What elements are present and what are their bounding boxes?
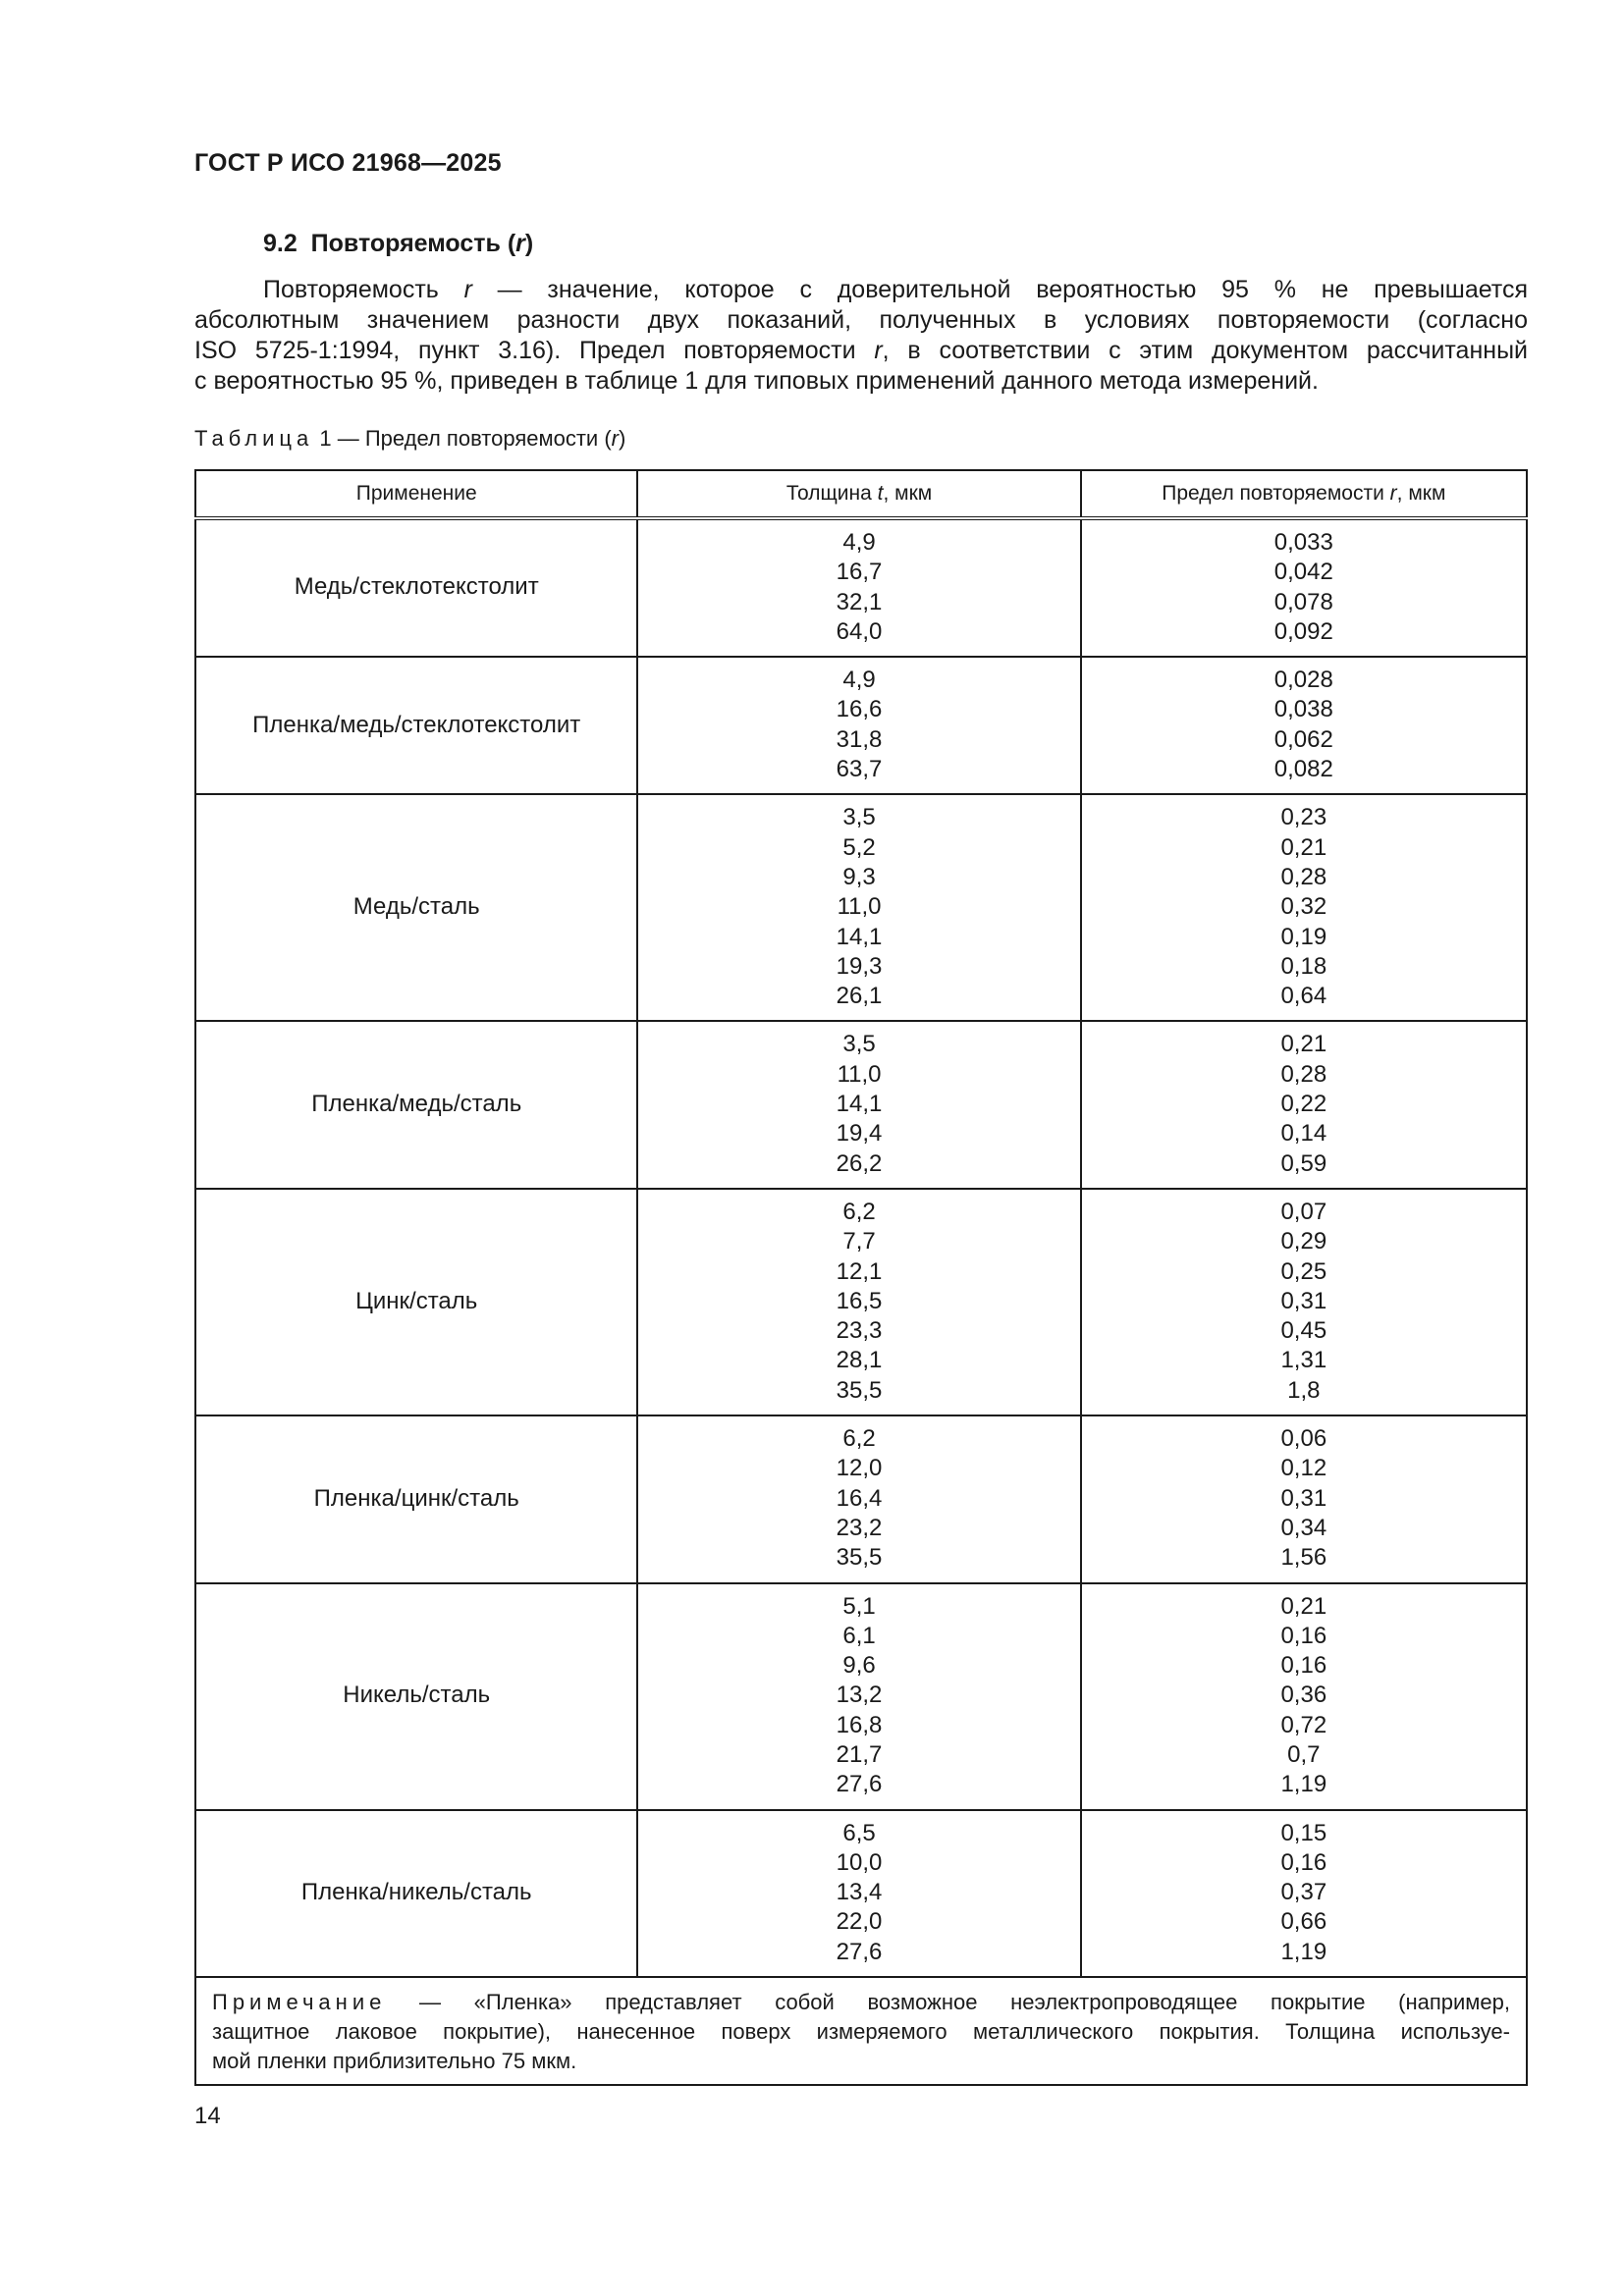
table-caption: [194, 426, 625, 452]
application-cell: Медь/стеклотекстолит: [195, 518, 637, 657]
limit-value: 0,16: [1280, 1848, 1327, 1876]
limit-value: 0,29: [1280, 1228, 1327, 1255]
paragraph-text: ISO 5725-1:1994, пункт 3.16). Предел повторяемости: [194, 337, 875, 364]
thickness-value: 6,1: [842, 1622, 876, 1649]
note-line-3: мой пленки приблизительно 75 мкм.: [212, 2049, 577, 2074]
thickness-cell: [637, 794, 1080, 1021]
limit-value: 0,14: [1280, 1120, 1327, 1148]
thickness-value: 16,5: [836, 1287, 883, 1314]
limit-value: 0,042: [1273, 559, 1333, 586]
thickness-value: 11,0: [837, 893, 882, 921]
section-title-text: Повторяемость: [310, 230, 501, 257]
limit-value: 0,31: [1280, 1287, 1327, 1314]
table-header-row: [195, 470, 1527, 518]
thickness-value: 35,5: [836, 1376, 883, 1404]
thickness-cell: [637, 1415, 1080, 1582]
table-row: [195, 1189, 1527, 1415]
limit-cell: [1081, 518, 1527, 657]
document-header: ГОСТ Р ИСО 21968—2025: [194, 149, 502, 177]
thickness-value: 11,0: [837, 1060, 882, 1088]
thickness-value: 22,0: [836, 1908, 883, 1936]
table-caption-close: ): [618, 426, 626, 451]
table-row: [195, 1021, 1527, 1188]
limit-value: 0,59: [1280, 1149, 1327, 1177]
thickness-cell: [637, 1189, 1080, 1415]
thickness-value: 23,2: [836, 1514, 883, 1541]
application-cell: Пленка/медь/сталь: [195, 1021, 637, 1188]
table-row: [195, 1810, 1527, 1977]
symbol-r: r: [874, 337, 883, 364]
thickness-value: 26,1: [836, 983, 883, 1010]
header-unit: , мкм: [1396, 482, 1446, 505]
application-cell: Пленка/никель/сталь: [195, 1810, 637, 1977]
limit-value: 0,32: [1280, 893, 1327, 921]
application-cell: Пленка/медь/стеклотекстолит: [195, 657, 637, 794]
thickness-value: 13,2: [836, 1682, 883, 1709]
limit-value: 0,22: [1280, 1091, 1327, 1118]
table-caption-label: Таблица: [194, 426, 314, 451]
thickness-value: 3,5: [842, 804, 876, 831]
limit-value: 0,028: [1273, 667, 1333, 694]
paragraph-text: , в соответствии с этим документом рассчитанный: [882, 337, 1529, 364]
limit-value: 0,37: [1280, 1879, 1327, 1906]
application-cell: Пленка/цинк/сталь: [195, 1415, 637, 1582]
limit-value: 0,28: [1280, 863, 1327, 890]
thickness-value: 9,6: [842, 1652, 876, 1680]
limit-value: 0,12: [1280, 1455, 1327, 1482]
thickness-cell: [637, 1583, 1080, 1810]
header-unit: , мкм: [883, 482, 933, 505]
thickness-value: 4,9: [842, 529, 876, 556]
repeatability-table: [194, 469, 1528, 2086]
thickness-value: 4,9: [842, 667, 876, 694]
thickness-value: 12,0: [836, 1455, 883, 1482]
table-row: [195, 657, 1527, 794]
header-text: Предел повторяемости: [1162, 482, 1390, 505]
table-note-row: [195, 1977, 1527, 2085]
limit-value: 0,21: [1280, 1592, 1327, 1620]
limit-value: 1,19: [1280, 1938, 1327, 1965]
limit-value: 0,06: [1280, 1425, 1327, 1453]
thickness-value: 31,8: [836, 725, 883, 753]
note-line-2: защитное лаковое покрытие), нанесенное поверх измеряемого металлического покрытия. Толщина используе-: [212, 2019, 1510, 2045]
paragraph-text: — значение, которое с доверительной вероятностью 95 % не превышается: [471, 276, 1529, 303]
thickness-value: 63,7: [836, 756, 883, 783]
table-row: [195, 518, 1527, 657]
limit-value: 0,062: [1273, 725, 1333, 753]
limit-value: 0,21: [1280, 1031, 1327, 1058]
limit-value: 0,16: [1280, 1622, 1327, 1649]
limit-value: 0,7: [1287, 1740, 1321, 1768]
note-line-1: [212, 1988, 1510, 2017]
limit-value: 0,25: [1280, 1257, 1327, 1285]
limit-value: 0,66: [1280, 1908, 1327, 1936]
limit-cell: [1081, 1583, 1527, 1810]
thickness-cell: [637, 657, 1080, 794]
thickness-value: 6,2: [842, 1198, 876, 1225]
limit-value: 0,64: [1280, 983, 1327, 1010]
limit-value: 0,15: [1280, 1819, 1327, 1846]
limit-value: 1,8: [1287, 1376, 1321, 1404]
limit-cell: [1081, 794, 1527, 1021]
paragraph-text: Повторяемость: [263, 276, 464, 303]
table-body: [195, 518, 1527, 1977]
table-caption-text: 1 — Предел повторяемости (: [313, 426, 612, 451]
limit-cell: [1081, 1189, 1527, 1415]
thickness-value: 21,7: [836, 1740, 883, 1768]
thickness-value: 7,7: [842, 1228, 876, 1255]
table-row: [195, 1583, 1527, 1810]
limit-value: 0,18: [1280, 952, 1327, 980]
application-cell: Никель/сталь: [195, 1583, 637, 1810]
limit-cell: [1081, 1415, 1527, 1582]
thickness-value: 27,6: [836, 1771, 883, 1798]
limit-value: 1,56: [1280, 1544, 1327, 1572]
thickness-value: 6,5: [842, 1819, 876, 1846]
limit-value: 0,72: [1280, 1711, 1327, 1738]
note-label: Примечание: [212, 1990, 387, 2015]
section-number: 9.2: [263, 230, 298, 257]
header-text: Толщина: [785, 482, 878, 505]
paragraph-line-3: [194, 336, 1528, 366]
application-cell: Цинк/сталь: [195, 1189, 637, 1415]
thickness-value: 3,5: [842, 1031, 876, 1058]
thickness-value: 6,2: [842, 1425, 876, 1453]
thickness-value: 23,3: [836, 1317, 883, 1345]
thickness-value: 27,6: [836, 1938, 883, 1965]
paragraph-line-2: абсолютным значением разности двух показаний, полученных в условиях повторяемости (согласно: [194, 306, 1528, 334]
thickness-value: 5,1: [842, 1592, 876, 1620]
limit-value: 0,31: [1280, 1484, 1327, 1512]
thickness-value: 5,2: [842, 833, 876, 861]
thickness-value: 16,4: [836, 1484, 883, 1512]
symbol-r: r: [1389, 482, 1397, 505]
column-header-thickness: [637, 470, 1080, 518]
thickness-value: 35,5: [836, 1544, 883, 1572]
limit-value: 0,082: [1273, 756, 1333, 783]
section-symbol: r: [515, 230, 525, 257]
thickness-value: 13,4: [836, 1879, 883, 1906]
limit-value: 0,34: [1280, 1514, 1327, 1541]
thickness-value: 9,3: [842, 863, 876, 890]
limit-value: 0,19: [1280, 923, 1327, 950]
thickness-value: 26,2: [836, 1149, 883, 1177]
limit-value: 0,16: [1280, 1652, 1327, 1680]
table-note: [195, 1977, 1527, 2085]
thickness-cell: [637, 1021, 1080, 1188]
limit-cell: [1081, 657, 1527, 794]
thickness-value: 28,1: [836, 1347, 883, 1374]
thickness-cell: [637, 1810, 1080, 1977]
thickness-value: 19,4: [836, 1120, 883, 1148]
thickness-value: 14,1: [836, 923, 883, 950]
column-header-limit: [1081, 470, 1527, 518]
thickness-value: 16,8: [836, 1711, 883, 1738]
limit-value: 1,19: [1280, 1771, 1327, 1798]
table-row: [195, 1415, 1527, 1582]
table-caption-symbol: r: [611, 426, 619, 451]
thickness-value: 10,0: [836, 1848, 883, 1876]
symbol-r: r: [463, 276, 472, 303]
thickness-value: 64,0: [836, 617, 883, 645]
limit-value: 0,033: [1273, 529, 1333, 556]
table-row: [195, 794, 1527, 1021]
thickness-value: 14,1: [836, 1091, 883, 1118]
limit-value: 1,31: [1280, 1347, 1327, 1374]
thickness-value: 12,1: [836, 1257, 883, 1285]
repeatability-paragraph: [194, 275, 1528, 397]
limit-value: 0,23: [1280, 804, 1327, 831]
limit-value: 0,21: [1280, 833, 1327, 861]
thickness-value: 19,3: [836, 952, 883, 980]
limit-cell: [1081, 1810, 1527, 1977]
thickness-value: 16,7: [836, 559, 883, 586]
limit-cell: [1081, 1021, 1527, 1188]
thickness-cell: [637, 518, 1080, 657]
limit-value: 0,038: [1273, 696, 1333, 723]
limit-value: 0,078: [1273, 588, 1333, 615]
paragraph-line-4: с вероятностью 95 %, приведен в таблице 1 для типовых применений данного метода измерений.: [194, 367, 1319, 395]
thickness-value: 32,1: [836, 588, 883, 615]
application-cell: Медь/сталь: [195, 794, 637, 1021]
limit-value: 0,36: [1280, 1682, 1327, 1709]
symbol-t: t: [877, 482, 884, 505]
page-number: 14: [194, 2103, 221, 2129]
column-header-application: Применение: [195, 470, 637, 518]
note-text: — «Пленка» представляет собой возможное неэлектропроводящее покрытие (например,: [386, 1990, 1510, 2015]
limit-value: 0,45: [1280, 1317, 1327, 1345]
paragraph-line-1: [194, 275, 1528, 305]
thickness-value: 16,6: [836, 696, 883, 723]
limit-value: 0,092: [1273, 617, 1333, 645]
limit-value: 0,28: [1280, 1060, 1327, 1088]
limit-value: 0,07: [1280, 1198, 1327, 1225]
section-title: 9.2 Повторяемость (r): [263, 230, 534, 257]
